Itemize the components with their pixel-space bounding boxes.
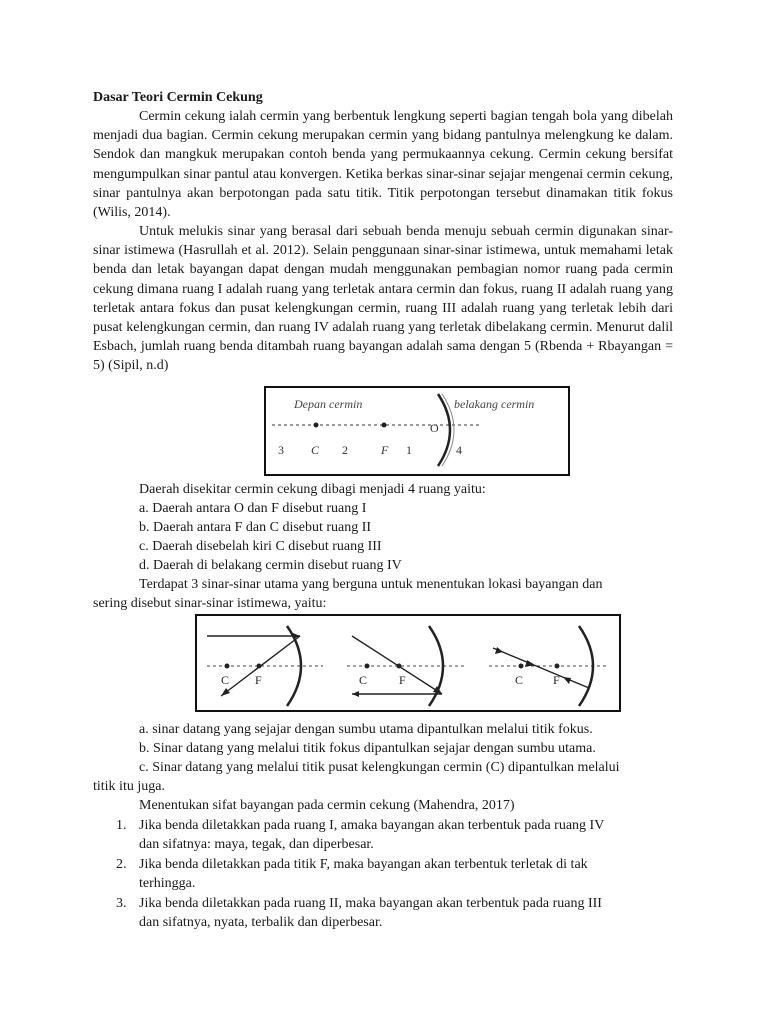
paragraph-definition-text: Cermin cekung ialah cermin yang berbentuk lengkung seperti bagian tengah bola yang dibelah menjadi dua bagian. Cermin cekung merupakan cermin yang bidang pantulnya melengkung ke dalam. Sendok dan mangkuk merupakan contoh benda yang permukaannya cekung. Cermin cekung bersifat mengumpulkan sinar pantul atau konvergen. Ketika berkas sinar-sinar sejajar mengenai cermin cekung, sinar pantulnya akan berpotongan pada satu titik. Titik perpotongan tersebut dinamakan titik fokus (Wilis, 2014). [93, 109, 673, 221]
properties-intro: Menentukan sifat bayangan pada cermin cekung (Mahendra, 2017) [139, 798, 515, 813]
figure-special-rays [195, 614, 621, 712]
ray-item-b: b. Sinar datang yang melalui titik fokus dipantulkan sejajar dengan sumbu utama. [139, 741, 596, 756]
property-item-1-line1: Jika benda diletakkan pada ruang I, amaka bayangan akan terbentuk pada ruang IV [139, 818, 605, 833]
rays-intro-line2: sering disebut sinar-sinar istimewa, yaitu: [93, 596, 327, 611]
region-item-d: d. Daerah di belakang cermin disebut ruang IV [139, 558, 402, 573]
label-region-2: 2 [342, 443, 348, 457]
property-item-1-line2: dan sifatnya: maya, tegak, dan diperbesar. [139, 837, 374, 852]
property-item-2-line2: terhingga. [139, 876, 196, 891]
paragraph-special-rays [93, 222, 673, 376]
arrow-icon [433, 686, 442, 694]
arrow-icon [221, 688, 230, 696]
document-title: Dasar Teori Cermin Cekung [93, 90, 263, 105]
list-number-3: 3. [116, 896, 127, 911]
figure-special-rays-svg [197, 616, 619, 710]
label-f-panel-1: F [255, 673, 262, 687]
label-belakang-cermin: belakang cermin [454, 397, 535, 411]
region-item-b: b. Daerah antara F dan C disebut ruang II [139, 520, 372, 535]
arrow-icon [563, 677, 571, 684]
point-f-dot-panel-3 [555, 664, 560, 669]
label-f-panel-2: F [399, 673, 406, 687]
figure-mirror-regions [264, 386, 570, 476]
point-c-dot-panel-1 [225, 664, 230, 669]
paragraph-special-rays-text: Untuk melukis sinar yang berasal dari sebuah benda menuju sebuah cermin digunakan sinar-sinar istimewa (Hasrullah et al. 2012). Selain penggunaan sinar-sinar istimewa, untuk memahami letak benda dan letak bayangan dapat dengan mudah menggunakan pembagian nomor ruang pada cermin cekung dimana ruang I adalah ruang yang terletak antara cermin dan fokus, ruang II adalah ruang yang terletak antara fokus dan pusat kelengkungan cermin, ruang III adalah ruang yang terletak lebih dari pusat kelengkungan cermin, dan ruang IV adalah ruang yang terletak dibelakang cermin. Menurut dalil Esbach, jumlah ruang benda ditambah ruang bayangan adalah sama dengan 5 (Rbenda + Rbayangan = 5) (Sipil, n.d) [93, 224, 673, 374]
point-c-dot-panel-2 [365, 664, 370, 669]
point-f-dot-panel-2 [397, 664, 402, 669]
label-f-panel-3: F [553, 673, 560, 687]
label-point-o: O [430, 421, 439, 435]
property-item-3-line1: Jika benda diletakkan pada ruang II, maka bayangan akan terbentuk pada ruang III [139, 896, 602, 911]
label-c-panel-1: C [221, 673, 230, 687]
label-depan-cermin: Depan cermin [294, 397, 363, 411]
regions-intro: Daerah disekitar cermin cekung dibagi menjadi 4 ruang yaitu: [139, 482, 486, 497]
list-number-2: 2. [116, 857, 127, 872]
label-point-c: C [311, 443, 320, 457]
property-item-2-line1: Jika benda diletakkan pada titik F, maka bayangan akan terbentuk terletak di tak [139, 857, 588, 872]
region-item-c: c. Daerah disebelah kiri C disebut ruang III [139, 539, 382, 554]
label-point-f: F [381, 443, 389, 457]
list-number-1: 1. [116, 818, 127, 833]
ray-item-a: a. sinar datang yang sejajar dengan sumbu utama dipantulkan melalui titik fokus. [139, 722, 593, 737]
ray-item-c-line2: titik itu juga. [93, 779, 165, 794]
point-c-dot-panel-3 [519, 664, 524, 669]
property-item-3-line2: dan sifatnya, nyata, terbalik dan diperbesar. [139, 915, 383, 930]
label-region-1: 1 [406, 443, 412, 457]
ray-through-center [493, 648, 589, 688]
arrow-icon [352, 691, 359, 697]
rays-intro-line1: Terdapat 3 sinar-sinar utama yang berguna untuk menentukan lokasi bayangan dan [139, 577, 603, 592]
label-region-4: 4 [456, 443, 462, 457]
figure-mirror-regions-svg [266, 388, 568, 474]
label-c-panel-2: C [359, 673, 368, 687]
paragraph-definition [93, 107, 673, 222]
point-f-dot-panel-1 [257, 664, 262, 669]
ray-item-c-line1: c. Sinar datang yang melalui titik pusat kelengkungan cermin (C) dipantulkan melalui [139, 760, 620, 775]
label-c-panel-3: C [515, 673, 524, 687]
arrow-icon [495, 647, 503, 654]
label-region-3: 3 [278, 443, 284, 457]
point-f-dot [382, 423, 387, 428]
point-c-dot [314, 423, 319, 428]
region-item-a: a. Daerah antara O dan F disebut ruang I [139, 501, 367, 516]
